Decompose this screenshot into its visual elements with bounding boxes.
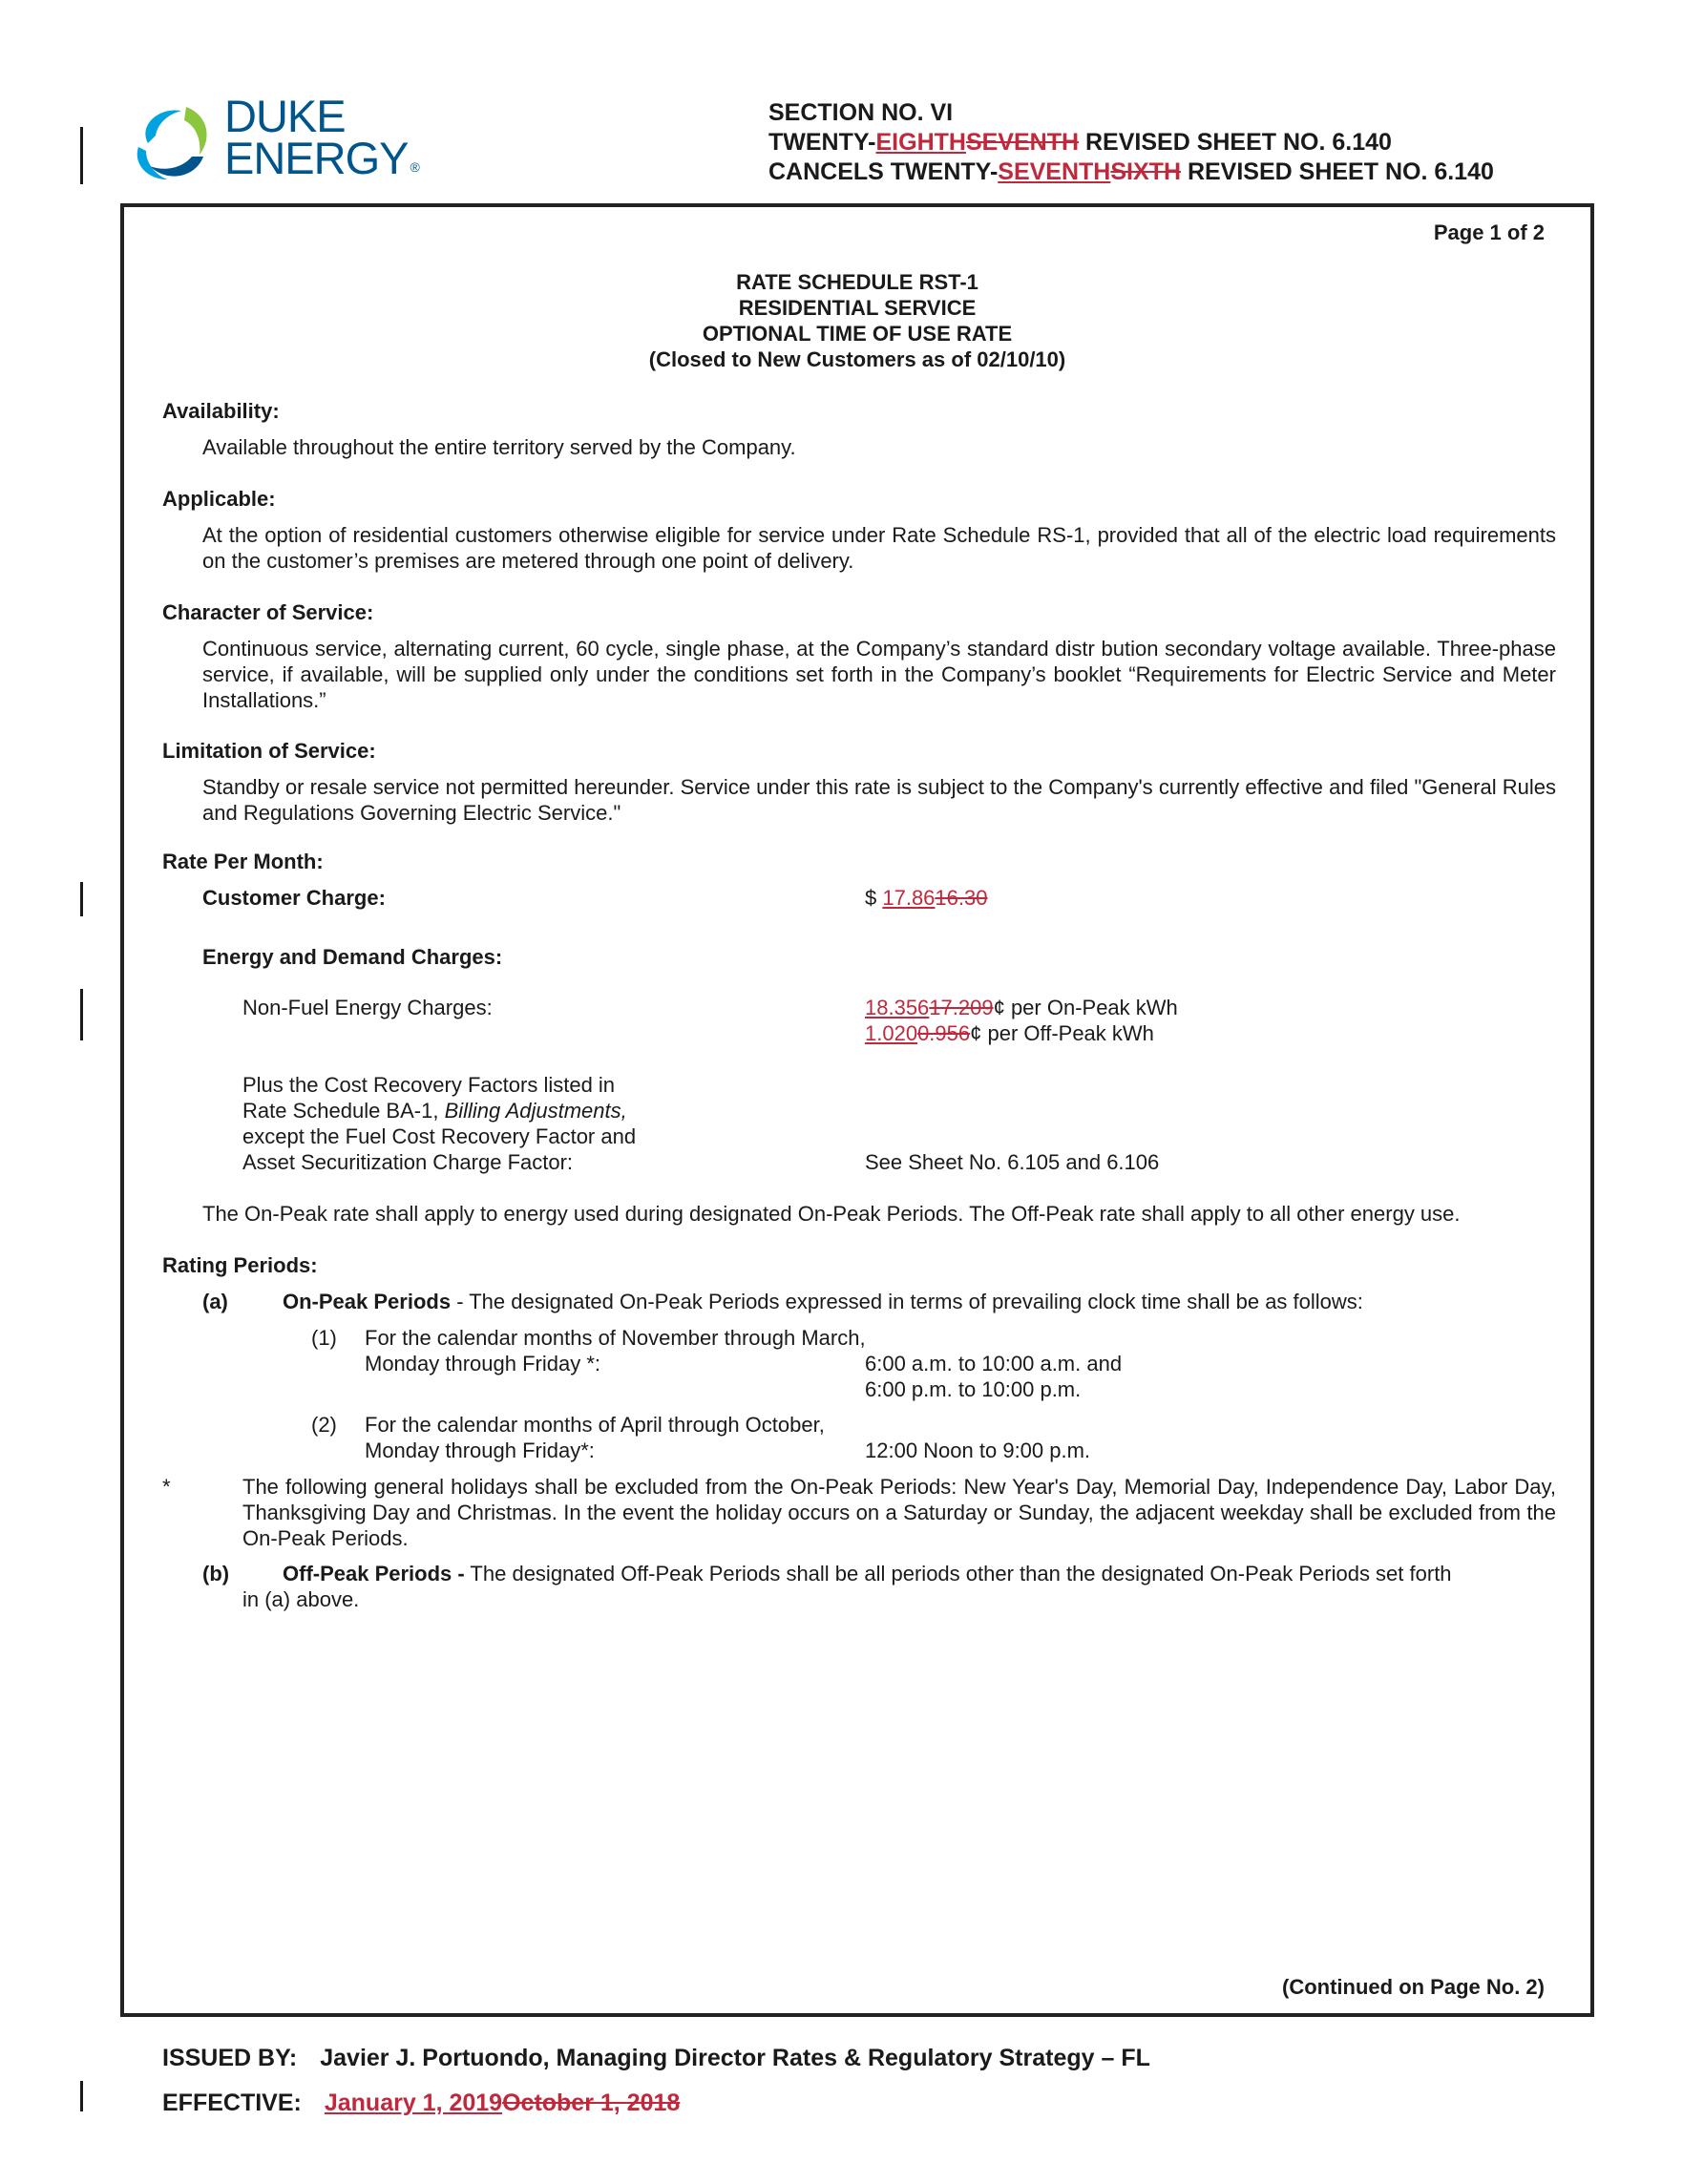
holiday-asterisk: * bbox=[162, 1475, 171, 1499]
cost-recovery-line-4: Asset Securitization Charge Factor: bbox=[242, 1150, 574, 1174]
rate-heading: Rate Per Month: bbox=[162, 850, 324, 873]
section-number: SECTION NO. VI bbox=[768, 99, 954, 126]
registered-mark: ® bbox=[410, 159, 419, 175]
on-peak-charge bbox=[865, 995, 1178, 1020]
rating-b-label: (b) bbox=[202, 1562, 230, 1586]
title-line-3: OPTIONAL TIME OF USE RATE bbox=[702, 322, 1013, 346]
revised-deleted: SEVENTH bbox=[965, 129, 1080, 156]
character-text: Continuous service, alternating current, 60 cycle, single phase, at the Company’s standard distr bution secondary voltage available. Three-phase service, if available, will be supplied only under the conditions set forth in the Company’s booklet “Requirements for Electric Service and Meter Installations.” bbox=[202, 637, 1556, 712]
availability-text: Available throughout the entire territory served by the Company. bbox=[202, 435, 796, 459]
title-line-4: (Closed to New Customers as of 02/10/10) bbox=[648, 347, 1066, 371]
off-peak-periods-title: Off-Peak Periods - bbox=[283, 1562, 465, 1586]
change-bar-energy-charges bbox=[80, 989, 83, 1040]
period-1-time-2: 6:00 p.m. to 10:00 p.m. bbox=[865, 1377, 1082, 1401]
on-peak-note: The On-Peak rate shall apply to energy used during designated On-Peak Periods. The Off-Peak rate shall apply to all other energy use. bbox=[202, 1202, 1461, 1226]
revised-prefix: TWENTY- bbox=[768, 129, 876, 156]
limitation-text: Standby or resale service not permitted hereunder. Service under this rate is subject to the Company's currently effective and filed "General Rules and Regulations Governing Electric Service." bbox=[202, 775, 1556, 825]
cancels-deleted: SIXTH bbox=[1110, 158, 1181, 185]
logo-energy-text: ENERGY bbox=[224, 133, 409, 183]
customer-charge-old: 16.30 bbox=[935, 886, 988, 910]
period-2-description bbox=[365, 1412, 825, 1463]
effective-new-date: January 1, 2019 bbox=[324, 2090, 503, 2116]
off-peak-periods-text: The designated Off-Peak Periods shall be all periods other than the designated On-Peak Periods set forth bbox=[464, 1562, 1452, 1586]
change-bar-effective bbox=[80, 2081, 83, 2111]
see-sheet-reference: See Sheet No. 6.105 and 6.106 bbox=[865, 1150, 1160, 1174]
on-peak-periods-title: On-Peak Periods bbox=[283, 1290, 452, 1313]
period-1-line-2: Monday through Friday *: bbox=[365, 1352, 601, 1376]
on-peak-suffix: ¢ per On-Peak kWh bbox=[993, 996, 1178, 1019]
on-peak-old: 17.209 bbox=[929, 996, 994, 1019]
sheet-header bbox=[768, 98, 1494, 187]
off-peak-charge bbox=[865, 1020, 1154, 1046]
tariff-sheet-frame bbox=[120, 203, 1594, 2017]
period-1-times bbox=[865, 1351, 1122, 1402]
logo-wordmark bbox=[224, 91, 419, 190]
revised-inserted: EIGHTH bbox=[875, 129, 966, 156]
cancels-prefix: CANCELS TWENTY- bbox=[768, 158, 999, 185]
on-peak-periods-text: - The designated On-Peak Periods expressed in terms of prevailing clock time shall be as follows: bbox=[451, 1290, 1363, 1313]
customer-charge-label: Customer Charge: bbox=[202, 886, 386, 910]
cost-recovery-line-3: except the Fuel Cost Recovery Factor and bbox=[242, 1124, 637, 1148]
period-1-description bbox=[365, 1325, 866, 1376]
period-1-number: (1) bbox=[311, 1326, 337, 1350]
period-2-time: 12:00 Noon to 9:00 p.m. bbox=[865, 1438, 1091, 1462]
non-fuel-label: Non-Fuel Energy Charges: bbox=[242, 996, 493, 1019]
on-peak-periods-line bbox=[283, 1289, 1363, 1314]
cost-recovery-line-2 bbox=[242, 1098, 636, 1124]
applicable-heading: Applicable: bbox=[162, 487, 276, 511]
issued-by-line bbox=[162, 2045, 1150, 2072]
logo-line-duke: DUKE bbox=[224, 91, 346, 141]
cancels-suffix: REVISED SHEET NO. 6.140 bbox=[1181, 158, 1494, 185]
cancels-sheet-line bbox=[768, 158, 1494, 187]
period-1-time-1: 6:00 a.m. to 10:00 a.m. and bbox=[865, 1352, 1123, 1376]
change-bar-customer-charge bbox=[80, 882, 83, 916]
customer-charge-value bbox=[865, 885, 987, 911]
effective-label: EFFECTIVE: bbox=[162, 2090, 302, 2116]
on-peak-new: 18.356 bbox=[865, 996, 930, 1019]
customer-charge-new: 17.86 bbox=[882, 886, 936, 910]
period-2-number: (2) bbox=[311, 1413, 337, 1437]
rating-periods-heading: Rating Periods: bbox=[162, 1253, 318, 1277]
period-2-line-2: Monday through Friday*: bbox=[365, 1438, 595, 1462]
period-1-line-1: For the calendar months of November through March, bbox=[365, 1326, 866, 1350]
duke-energy-logo-icon bbox=[129, 97, 217, 185]
character-heading: Character of Service: bbox=[162, 600, 374, 624]
continued-note: (Continued on Page No. 2) bbox=[1282, 1975, 1545, 1999]
off-peak-periods-line bbox=[283, 1561, 1452, 1586]
holiday-note: The following general holidays shall be excluded from the On-Peak Periods: New Year's Day, Memorial Day, Independence Day, Labor Day, Thanksgiving Day and Christmas. In the event the holiday occurs on a Saturday or Sunday, the adjacent weekday shall be excluded from the On-Peak Periods. bbox=[242, 1475, 1556, 1550]
effective-old-date: October 1, 2018 bbox=[502, 2090, 681, 2116]
off-peak-periods-line-2: in (a) above. bbox=[242, 1587, 360, 1611]
change-bar-header bbox=[80, 127, 83, 184]
title-line-1: RATE SCHEDULE RST-1 bbox=[736, 270, 978, 294]
cost-recovery-line-1: Plus the Cost Recovery Factors listed in bbox=[242, 1073, 616, 1097]
rating-a-label: (a) bbox=[202, 1290, 228, 1313]
billing-adjustments-italic: Billing Adjustments, bbox=[444, 1099, 627, 1123]
customer-charge-dollar: $ bbox=[865, 886, 883, 910]
period-2-line-1: For the calendar months of April through October, bbox=[365, 1413, 825, 1437]
off-peak-suffix: ¢ per Off-Peak kWh bbox=[970, 1021, 1154, 1045]
rate-schedule-title bbox=[124, 269, 1590, 372]
revised-sheet-line bbox=[768, 128, 1494, 158]
cost-recovery-line-2a: Rate Schedule BA-1, bbox=[242, 1099, 445, 1123]
issued-by-label: ISSUED BY: bbox=[162, 2045, 298, 2071]
availability-heading: Availability: bbox=[162, 399, 280, 423]
effective-line bbox=[162, 2090, 680, 2117]
issued-by-value: Javier J. Portuondo, Managing Director Rates & Regulatory Strategy – FL bbox=[320, 2045, 1150, 2071]
title-line-2: RESIDENTIAL SERVICE bbox=[738, 296, 977, 320]
cost-recovery-block bbox=[242, 1072, 636, 1175]
energy-demand-heading: Energy and Demand Charges: bbox=[202, 945, 503, 969]
limitation-heading: Limitation of Service: bbox=[162, 739, 376, 763]
cancels-inserted: SEVENTH bbox=[998, 158, 1111, 185]
off-peak-new: 1.020 bbox=[865, 1021, 918, 1045]
off-peak-old: 0.956 bbox=[917, 1021, 971, 1045]
applicable-text: At the option of residential customers otherwise eligible for service under Rate Schedule RS-1, provided that all of the electric load requirements on the customer’s premises are metered through one point of delivery. bbox=[202, 523, 1556, 573]
page-number: Page 1 of 2 bbox=[1433, 220, 1545, 244]
revised-suffix: REVISED SHEET NO. 6.140 bbox=[1079, 129, 1392, 156]
duke-energy-logo bbox=[129, 91, 434, 191]
logo-line-energy bbox=[224, 133, 419, 190]
